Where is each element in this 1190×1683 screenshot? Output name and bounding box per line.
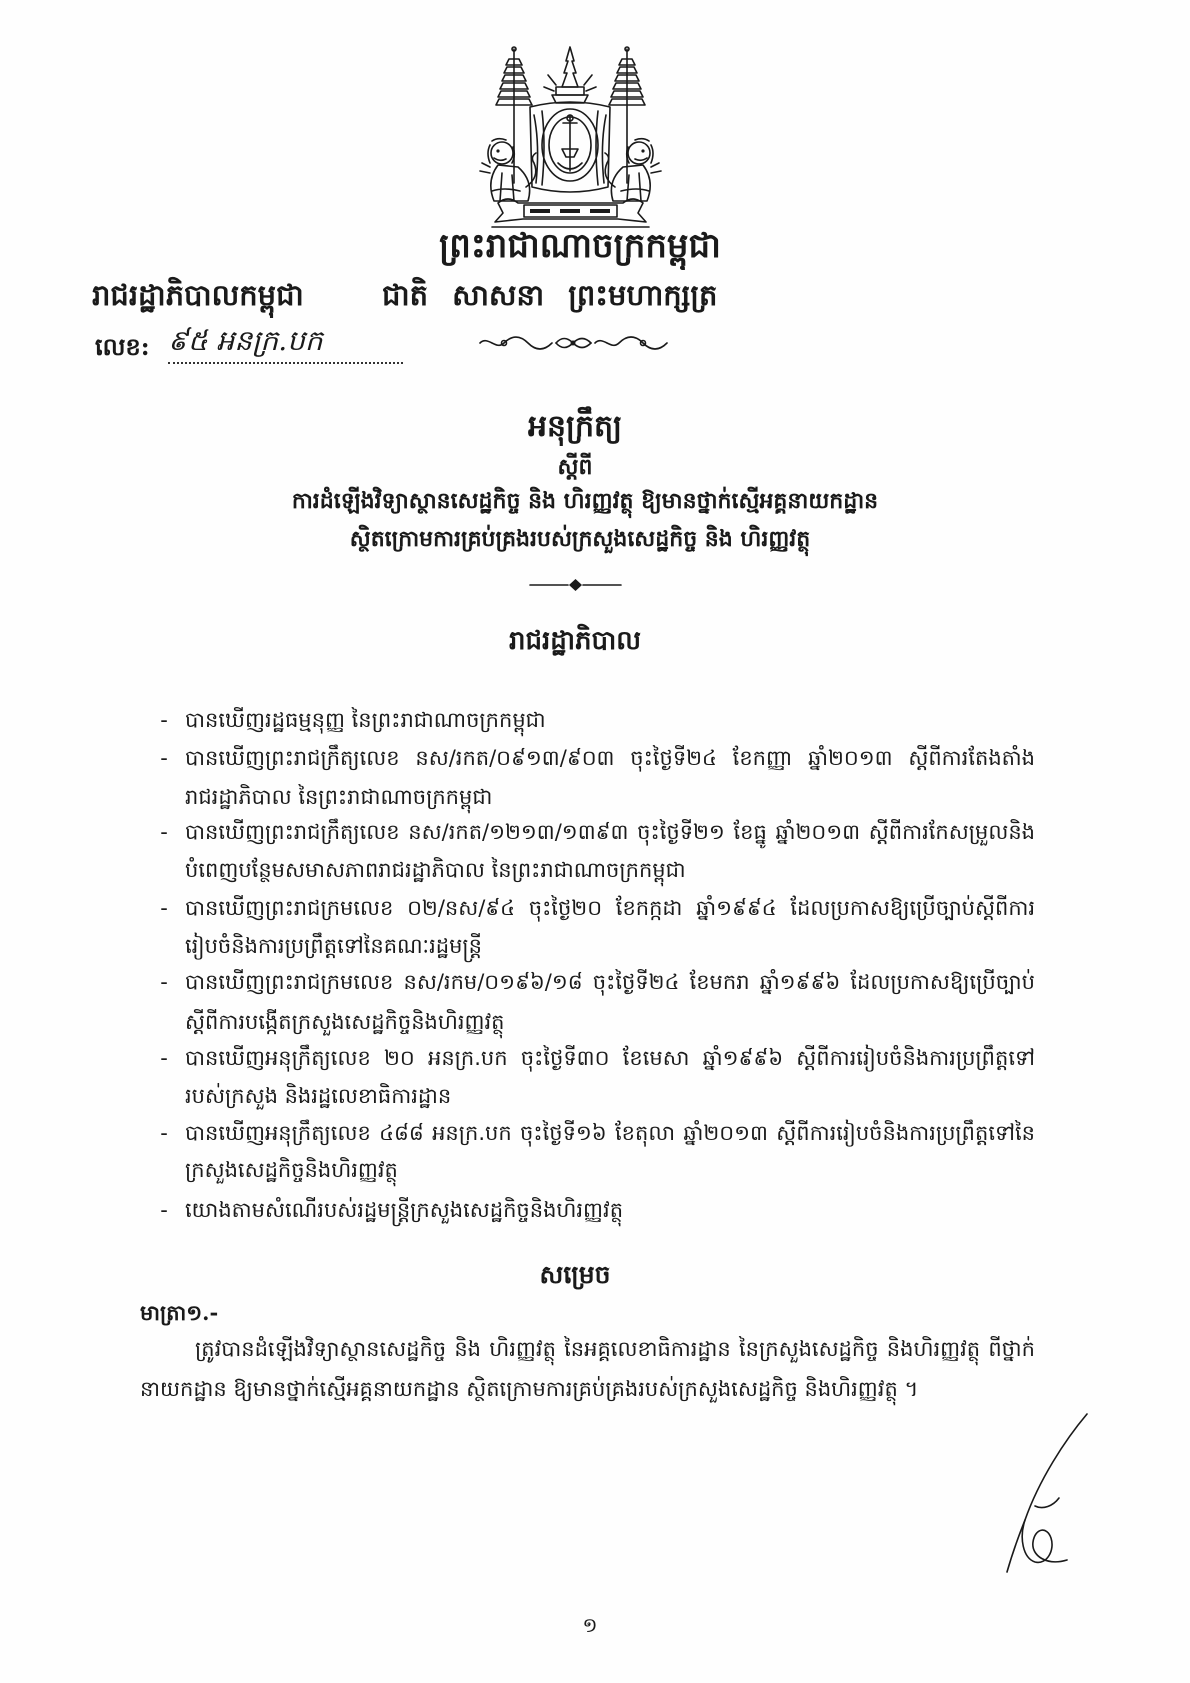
document-number-handwritten: ៩៥ អនក្រ.បក (168, 322, 403, 364)
issuer-heading: រាជរដ្ឋាភិបាល (508, 626, 642, 656)
consideration-4-line-1: បានឃើញព្រះរាជក្រមលេខ ០២/នស/៩៤ ចុះថ្ងៃ២០ ខែកក្កដា ឆ្នាំ១៩៩៤ ដែលប្រកាសឱ្យប្រើច្បាប់ស្តីពីការ (185, 896, 1035, 920)
consideration-5-line-1: បានឃើញព្រះរាជក្រមលេខ នស/រកម/០១៩៦/១៨ ចុះថ្ងៃទី២៤ ខែមករា ឆ្នាំ១៩៩៦ ដែលប្រកាសឱ្យប្រើច្បាប់ (185, 970, 1035, 994)
consideration-3-line-1: បានឃើញព្រះរាជក្រឹត្យលេខ នស/រកត/១២១៣/១៣៩៣ ចុះថ្ងៃទី២១ ខែធ្នូ ឆ្នាំ២០១៣ ស្តីពីការកែសម្រួលនិង (185, 820, 1035, 844)
list-bullet: - (160, 708, 168, 732)
article-line-2: នាយកដ្ឋាន ឱ្យមានថ្នាក់ស្មើអគ្គនាយកដ្ឋាន ស្ថិតក្រោមការគ្រប់គ្រងរបស់ក្រសួងសេដ្ឋកិច្ច និងហិរញ្ញវត្ថុ ។ (140, 1377, 919, 1401)
consideration-3-line-2: បំពេញបន្ថែមសមាសភាពរាជរដ្ឋាភិបាល នៃព្រះរាជាណាចក្រកម្ពុជា (185, 858, 686, 882)
subject-line-1: ការដំឡើងវិទ្យាស្ថានសេដ្ឋកិច្ច និង ហិរញ្ញវត្ថុ ឱ្យមានថ្នាក់ស្មើអគ្គនាយកដ្ឋាន (291, 488, 879, 514)
consideration-6-line-2: របស់ក្រសួង និងរដ្ឋលេខាធិការដ្ឋាន (185, 1084, 452, 1108)
consideration-6-line-1: បានឃើញអនុក្រឹត្យលេខ ២០ អនក្រ.បក ចុះថ្ងៃទី៣០ ខែមេសា ឆ្នាំ១៩៩៦ ស្តីពីការរៀបចំនិងការប្រព្រឹត្តទៅ (185, 1046, 1035, 1070)
article-label: មាត្រា១.- (140, 1300, 219, 1325)
diamond-divider-icon (528, 578, 623, 592)
list-bullet: - (160, 1198, 168, 1222)
consideration-8-line-1: យោងតាមសំណើរបស់រដ្ឋមន្ត្រីក្រសួងសេដ្ឋកិច្ចនិងហិរញ្ញវត្ថុ (185, 1198, 624, 1222)
decision-heading: សម្រេច (539, 1260, 611, 1289)
list-bullet: - (160, 1046, 168, 1070)
list-bullet: - (160, 896, 168, 920)
article-line-1: ត្រូវបានដំឡើងវិទ្យាស្ថានសេដ្ឋកិច្ច និង ហិរញ្ញវត្ថុ នៃអគ្គលេខាធិការដ្ឋាន នៃក្រសួងសេដ្ឋកិច្ច និងហិរញ្ញវត្ថុ ពីថ្នាក់ (195, 1337, 1035, 1361)
subject-line-2: ស្ថិតក្រោមការគ្រប់គ្រងរបស់ក្រសួងសេដ្ឋកិច្ច និង ហិរញ្ញវត្ថុ (349, 526, 811, 552)
list-bullet: - (160, 970, 168, 994)
kingdom-title: ព្រះរាជាណាចក្រកម្ពុជា (439, 226, 721, 266)
government-name: រាជរដ្ឋាភិបាលកម្ពុជា (92, 278, 304, 312)
page-number: ១ (582, 1613, 598, 1637)
consideration-2-line-1: បានឃើញព្រះរាជក្រឹត្យលេខ នស/រកត/០៩១៣/៩០៣ ចុះថ្ងៃទី២៤ ខែកញ្ញា ឆ្នាំ២០១៣ ស្តីពីការតែងតាំង (185, 746, 1035, 770)
consideration-7-line-1: បានឃើញអនុក្រឹត្យលេខ ៤៨៨ អនក្រ.បក ចុះថ្ងៃទី១៦ ខែតុលា ឆ្នាំ២០១៣ ស្តីពីការរៀបចំនិងការប្រព្រឹត្តទៅនៃ (185, 1121, 1035, 1145)
handwritten-initials-icon (995, 1410, 1095, 1575)
flourish-ornament-icon (476, 332, 671, 354)
consideration-7-line-2: ក្រសួងសេដ្ឋកិច្ចនិងហិរញ្ញវត្ថុ (185, 1158, 398, 1182)
consideration-2-line-2: រាជរដ្ឋាភិបាល នៃព្រះរាជាណាចក្រកម្ពុជា (185, 785, 493, 809)
consideration-4-line-2: រៀបចំនិងការប្រព្រឹត្តទៅនៃគណៈរដ្ឋមន្ត្រី (185, 934, 483, 958)
national-motto: ជាតិ សាសនា ព្រះមហាក្សត្រ (382, 278, 718, 312)
list-bullet: - (160, 746, 168, 770)
list-bullet: - (160, 1121, 168, 1145)
consideration-1-line-1: បានឃើញរដ្ឋធម្មនុញ្ញ នៃព្រះរាជាណាចក្រកម្ពុជា (185, 708, 546, 732)
consideration-5-line-2: ស្តីពីការបង្កើតក្រសួងសេដ្ឋកិច្ចនិងហិរញ្ញវត្ថុ (185, 1010, 505, 1034)
royal-coat-of-arms-icon (468, 45, 673, 230)
title-about: ស្តីពី (557, 454, 593, 480)
list-bullet: - (160, 820, 168, 844)
document-type: អនុក្រឹត្យ (527, 409, 623, 444)
document-number-label: លេខ: (95, 332, 150, 361)
